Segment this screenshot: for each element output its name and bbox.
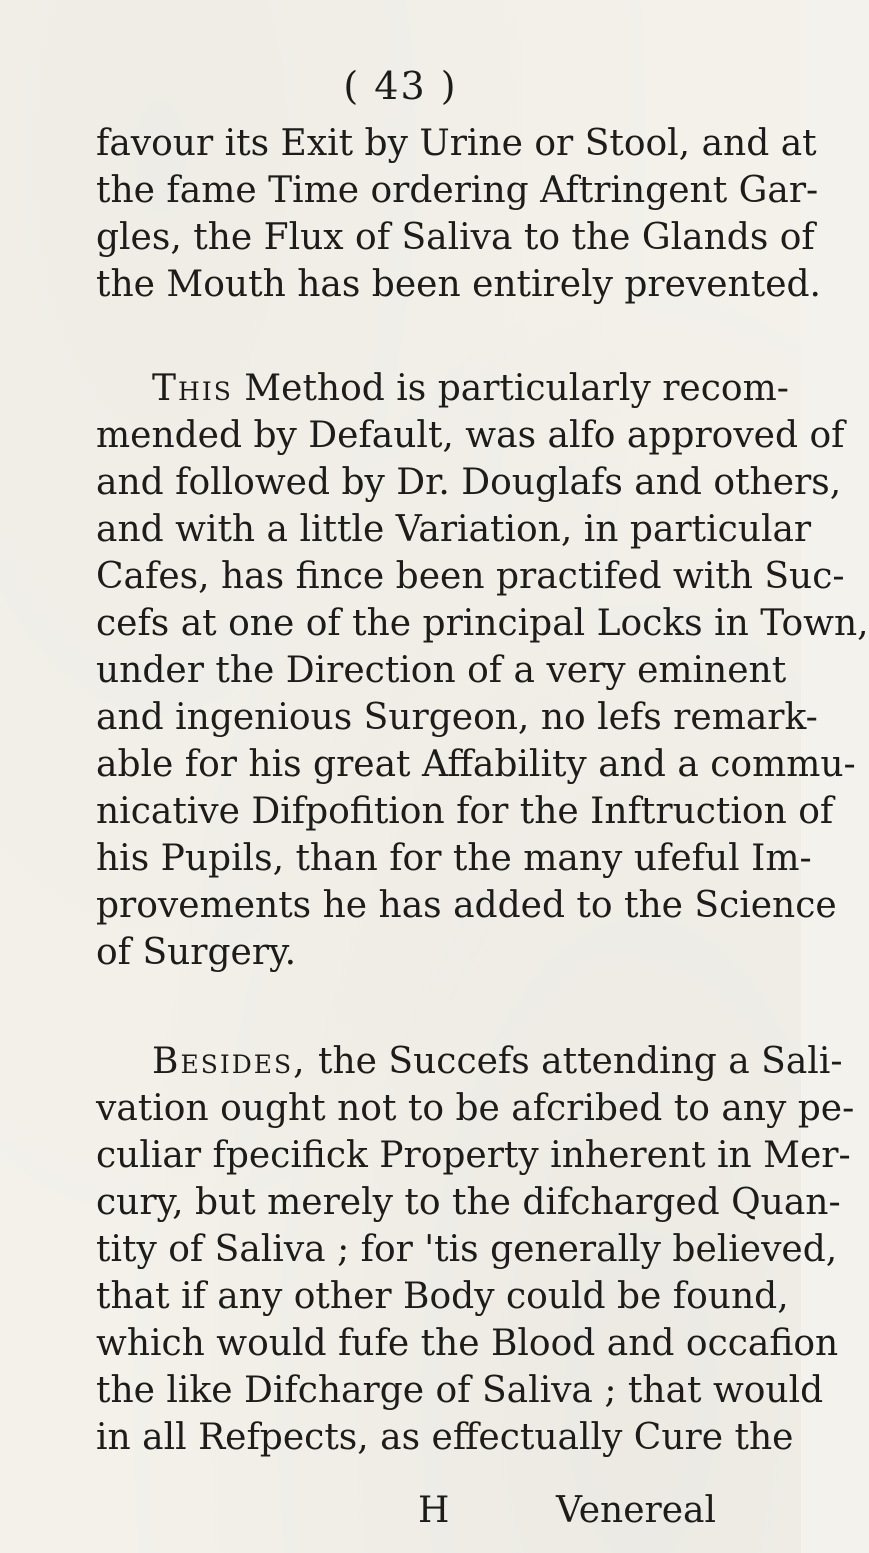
page-number: ( 43 ) bbox=[343, 64, 458, 108]
text-line: provements he has added to the Science bbox=[96, 885, 837, 926]
text-line: mended by Default, was alfo approved of bbox=[96, 415, 845, 456]
text-line: in all Refpects, as effectually Cure the bbox=[96, 1417, 794, 1458]
text-line-body: the Succefs attending a Sali- bbox=[318, 1041, 843, 1082]
signature-mark: H bbox=[418, 1490, 450, 1531]
text-line: cury, but merely to the difcharged Quan- bbox=[96, 1182, 841, 1223]
text-line: of Surgery. bbox=[96, 932, 297, 973]
text-line: that if any other Body could be found, bbox=[96, 1276, 789, 1317]
text-line bbox=[96, 1038, 843, 1085]
text-line: able for his great Affability and a commu- bbox=[96, 744, 856, 785]
text-line-body: Method is particularly recom- bbox=[244, 368, 789, 409]
text-line: and ingenious Surgeon, no lefs remark- bbox=[96, 697, 818, 738]
page-footer bbox=[96, 1487, 716, 1534]
text-line: Cafes, has fince been practifed with Suc- bbox=[96, 556, 845, 597]
text-line: under the Direction of a very eminent bbox=[96, 650, 787, 691]
lead-word: This bbox=[152, 368, 233, 409]
text-line: cefs at one of the principal Locks in Town, bbox=[96, 603, 869, 644]
text-line: the Mouth has been entirely prevented. bbox=[96, 264, 821, 305]
text-line: his Pupils, than for the many ufeful Im- bbox=[96, 838, 812, 879]
text-line: tity of Saliva ; for 'tis generally believed, bbox=[96, 1229, 838, 1270]
text-line bbox=[96, 365, 789, 412]
lead-word: Besides, bbox=[152, 1041, 307, 1082]
text-line: favour its Exit by Urine or Stool, and at bbox=[96, 123, 817, 164]
paragraph-3 bbox=[96, 1038, 855, 1461]
text-line: nicative Difpofition for the Inftruction of bbox=[96, 791, 834, 832]
text-line: vation ought not to be afcribed to any pe- bbox=[96, 1088, 855, 1129]
text-line: culiar fpecifick Property inherent in Mer- bbox=[96, 1135, 851, 1176]
text-line: which would fufe the Blood and occafion bbox=[96, 1323, 839, 1364]
catchword: Venereal bbox=[556, 1490, 716, 1531]
paragraph-1 bbox=[96, 120, 821, 308]
text-line: the fame Time ordering Aftringent Gar- bbox=[96, 170, 819, 211]
text-line: and followed by Dr. Douglafs and others, bbox=[96, 462, 842, 503]
text-line: gles, the Flux of Saliva to the Glands of bbox=[96, 217, 815, 258]
text-line: the like Difcharge of Saliva ; that would bbox=[96, 1370, 824, 1411]
paragraph-2 bbox=[96, 365, 869, 976]
text-line: and with a little Variation, in particular bbox=[96, 509, 812, 550]
